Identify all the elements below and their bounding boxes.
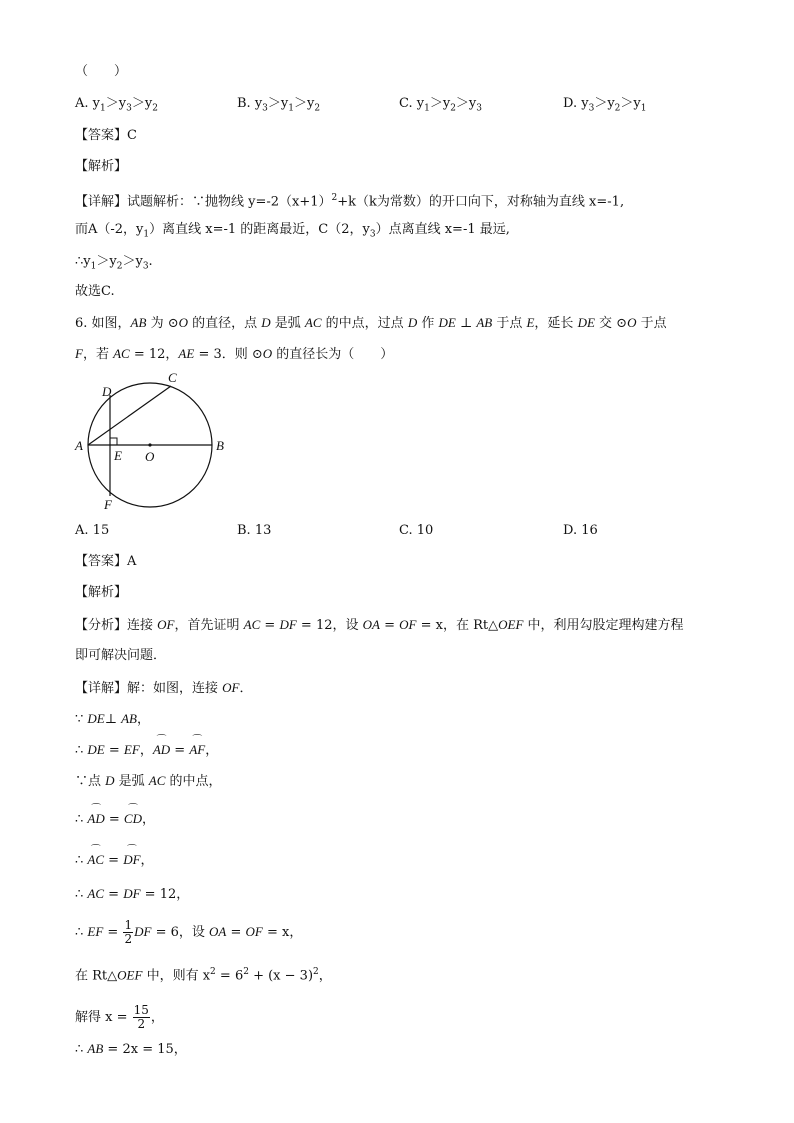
answer-tag: 【答案】 [75, 554, 128, 569]
q5-detail-3: $\therefore y_1>y_2>y_3$. [75, 254, 153, 272]
q5-option-a[interactable]: A. $y_1>y_3>y_2$ [75, 96, 158, 114]
label-d: D [102, 384, 112, 399]
q6-fenxi-1: 【分析】连接 OF，首先证明 AC = DF = 12，设 OA = OF = x，在 Rt△OEF 中，利用勾股定理构建方程 [75, 617, 684, 633]
detail-tag: 【详解】 [75, 194, 128, 210]
q6-step-6: ∴ ⌒ AC = ⌒ DF， [75, 851, 154, 870]
q5-option-c[interactable]: C. $y_1>y_2>y_3$ [399, 96, 483, 114]
q6-step-10: 解得 x = $\frac{15}{2}$ ， [75, 1003, 164, 1031]
fenxi-tag: 【分析】 [75, 618, 128, 633]
label-f: F [104, 497, 112, 512]
q6-step-8: ∴ EF = $\frac{1}{2}$ DF = 6，设 OA = OF = x， [75, 918, 303, 946]
center-dot [148, 443, 151, 446]
q6-step-1: 【详解】解：如图，连接 OF． [75, 680, 253, 696]
q6-option-a[interactable]: A. 15 [75, 523, 110, 538]
q6-analysis-tag: 【解析】 [75, 585, 128, 600]
circle-figure [70, 368, 240, 518]
q5-answer-line [75, 127, 137, 145]
q6-option-b[interactable]: B. 13 [237, 523, 272, 538]
label-o: O [145, 449, 155, 464]
label-a: A [75, 438, 83, 453]
q6-step-5: ∴ ⌒ AD = ⌒ CD， [75, 810, 155, 829]
q5-detail-4: 故选C. [75, 284, 115, 299]
q6-option-d[interactable]: D. 16 [563, 523, 598, 538]
q5-paren: （ ） [75, 64, 128, 79]
label-e: E [114, 448, 122, 463]
q5-analysis-tag: 【解析】 [75, 159, 128, 174]
q6-step-7: ∴ AC = DF = 12， [75, 886, 190, 902]
q6-fenxi-2: 即可解决问题． [75, 648, 167, 663]
q6-option-c[interactable]: C. 10 [399, 523, 434, 538]
answer-tag: 【答案】 [75, 128, 128, 143]
q6-stem-1: 6. 如图，AB 为 ⊙O 的直径，点 D 是弧 AC 的中点，过点 D 作 DE ⊥ AB 于点 E，延长 DE 交 ⊙O 于点 [75, 315, 667, 331]
q5-detail-2: 而A（-2，$y_1$）离直线 x=-1 的距离最近，C（2，$y_3$）点离直线 x=-1 最远, [75, 222, 510, 240]
q6-step-3: ∴ DE = EF，⌒ AD = ⌒ AF， [75, 741, 218, 760]
q6-stem-2: F，若 AC = 12，AE = 3．则 ⊙O 的直径长为（ ） [75, 346, 394, 362]
q5-detail-1: 【详解】试题解析：∵抛物线 $y=-2(x+1)^2+k(k$为常数）的开口向下，对称轴为直线 x=-1, [75, 193, 625, 210]
answer-value: C [127, 128, 137, 143]
q6-answer-line [75, 553, 136, 571]
q6-step-4: ∵点 D 是弧 AC 的中点， [75, 773, 222, 789]
detail-tag: 【详解】 [75, 681, 128, 696]
chord-ac [88, 386, 171, 445]
answer-value: A [127, 554, 137, 569]
right-angle-mark [110, 438, 117, 445]
q5-option-b[interactable]: B. $y_3>y_1>y_2$ [237, 96, 321, 114]
q6-step-2: ∵ DE⊥ AB， [75, 711, 151, 727]
label-b: B [216, 438, 224, 453]
q6-step-9: 在 Rt△OEF 中，则有 $x^2 = 6^2 + (x - 3)^2$， [75, 967, 332, 984]
label-c: C [168, 370, 177, 385]
q6-step-11: ∴ AB = 2x = 15， [75, 1041, 187, 1057]
q5-option-d[interactable]: D. $y_3>y_2>y_1$ [563, 96, 647, 114]
